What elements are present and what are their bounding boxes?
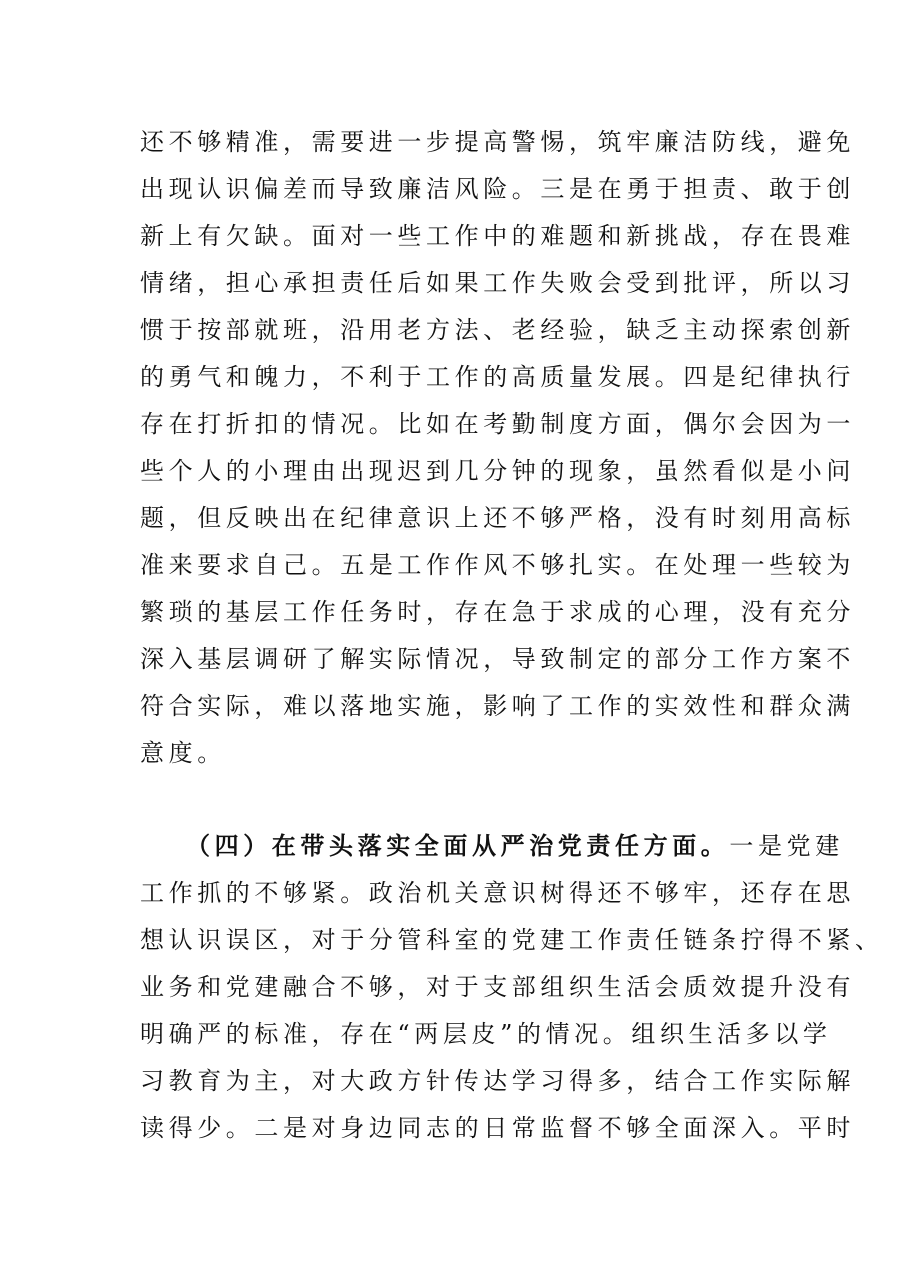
text-line: 读得少。二是对身边同志的日常监督不够全面深入。平时 — [140, 1114, 855, 1142]
text-line: 新上有欠缺。面对一些工作中的难题和新挑战，存在畏难 — [140, 222, 855, 250]
text-line: 繁琐的基层工作任务时，存在急于求成的心理，没有充分 — [140, 598, 855, 626]
text-line: 明确严的标准，存在“两层皮”的情况。组织生活多以学 — [140, 1020, 832, 1048]
text-line: 工作抓的不够紧。政治机关意识树得还不够牢，还存在思 — [140, 879, 855, 907]
text-run: 一是党建 — [729, 832, 844, 860]
text-line: 存在打折扣的情况。比如在考勤制度方面，偶尔会因为一 — [140, 410, 855, 438]
text-line: 习教育为主，对大政方针传达学习得多，结合工作实际解 — [140, 1067, 855, 1095]
text-line: 意度。 — [140, 739, 226, 767]
text-line: 题，但反映出在纪律意识上还不够严格，没有时刻用高标 — [140, 504, 855, 532]
paragraph-first-line — [186, 830, 844, 862]
text-line: 想认识误区，对于分管科室的党建工作责任链条拧得不紧、 — [140, 926, 884, 954]
text-line: 深入基层调研了解实际情况，导致制定的部分工作方案不 — [140, 645, 855, 673]
text-line: 准来要求自己。五是工作作风不够扎实。在处理一些较为 — [140, 551, 855, 579]
text-line: 情绪，担心承担责任后如果工作失败会受到批评，所以习 — [140, 269, 855, 297]
text-line: 些个人的小理由出现迟到几分钟的现象，虽然看似是小问 — [140, 457, 855, 485]
section-heading: （四）在带头落实全面从严治党责任方面。 — [186, 831, 730, 860]
text-line: 符合实际，难以落地实施，影响了工作的实效性和群众满 — [140, 692, 855, 720]
text-line: 惯于按部就班，沿用老方法、老经验，缺乏主动探索创新 — [140, 316, 855, 344]
text-line: 还不够精准，需要进一步提高警惕，筑牢廉洁防线，避免 — [140, 128, 855, 156]
text-line: 的勇气和魄力，不利于工作的高质量发展。四是纪律执行 — [140, 363, 855, 391]
text-line: 业务和党建融合不够，对于支部组织生活会质效提升没有 — [140, 973, 855, 1001]
text-line: 出现认识偏差而导致廉洁风险。三是在勇于担责、敢于创 — [140, 175, 855, 203]
